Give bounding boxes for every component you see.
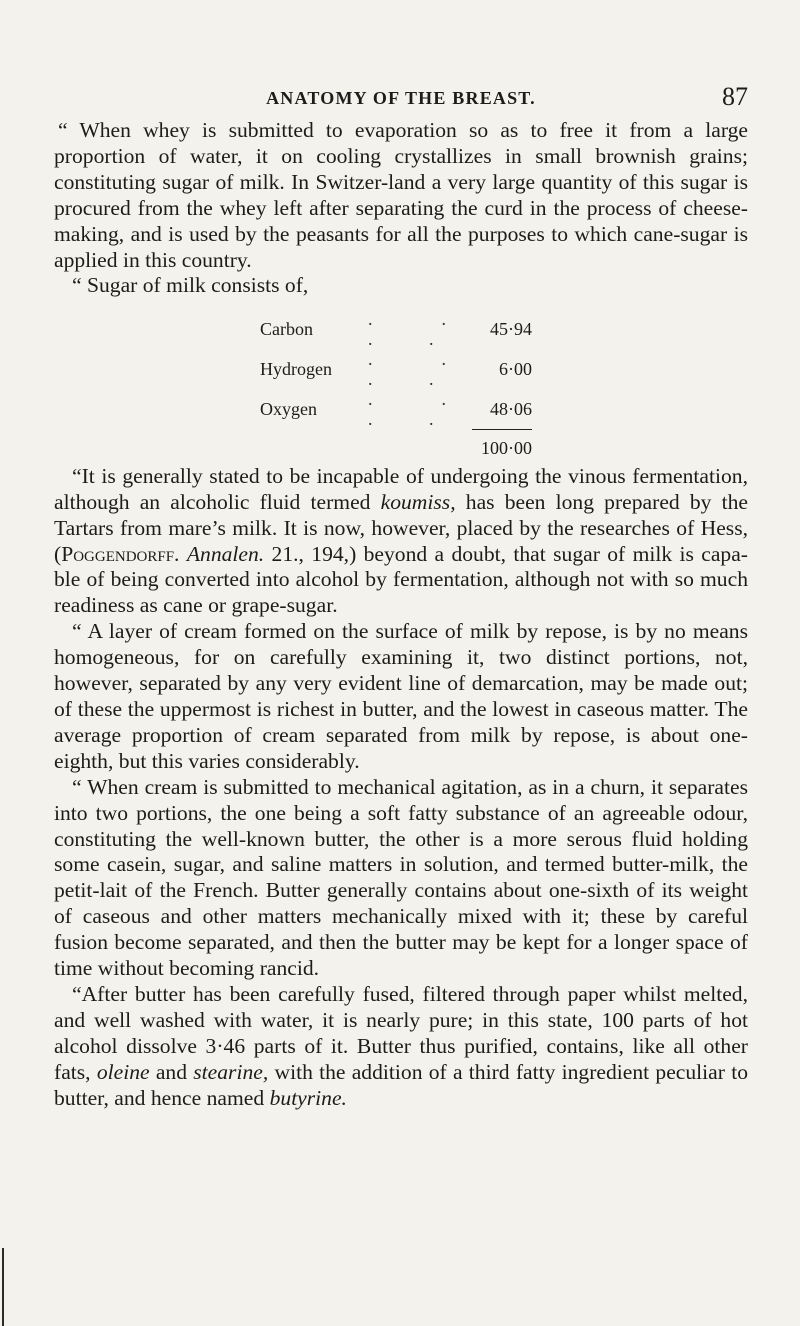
leader-dots: . . . . <box>368 389 472 430</box>
total-row <box>260 429 532 458</box>
annalen-citation: Annalen. <box>186 541 265 566</box>
stearine-term: stearine, <box>193 1059 269 1084</box>
text-span: and <box>149 1059 194 1084</box>
element-name: Carbon <box>260 319 313 340</box>
paragraph-sugar-of-milk: “ When whey is submitted to evaporation so as to free it from a large proportion of water, it on cooling crystallizes in small brownish grains; constituting sugar of milk. In Switzer-land a very large quantity of this sugar is procured from the whey left after separating the curd in the process of cheese-making, and is used by the peasants for all the purposes to which cane-sugar is applied in this country. <box>54 118 748 272</box>
koumiss-term: koumiss, <box>380 489 456 514</box>
element-value: 45·94 <box>490 319 532 340</box>
page-number: 87 <box>722 82 748 111</box>
element-value: 6·00 <box>499 359 532 380</box>
oleine-term: oleine <box>96 1059 150 1084</box>
body-text <box>54 118 748 1112</box>
composition-table <box>260 309 532 458</box>
text-span: 21., 194,) beyond a doubt, that sugar of milk is capa-ble of being converted into alcohol by fermentation, although not with so much readiness as cane or grape-sugar. <box>54 541 748 618</box>
table-row <box>260 309 532 349</box>
text-span: “It is generally stated to be incapable of undergoing the vinous fermentation, although an alcoholic fluid termed <box>54 463 748 514</box>
element-name: Hydrogen <box>260 359 332 380</box>
paragraph-fermentation <box>54 464 748 619</box>
paragraph-cream: “ A layer of cream formed on the surface of milk by repose, is by no means homogeneous, for on carefully examining it, two distinct portions, not, however, separated by any very evident line of demarcation, may be made out; of these the uppermost is richest in butter, and the lowest in caseous matter. The average proportion of cream separated from milk by repose, is about one-eighth, but this varies considerably. <box>54 619 748 773</box>
poggendorff-citation: Poggendorff. <box>61 541 180 566</box>
running-title: ANATOMY OF THE BREAST. <box>266 88 536 108</box>
paragraph-composition-intro: “ Sugar of milk consists of, <box>72 273 309 298</box>
butyrine-term: butyrine. <box>269 1085 347 1110</box>
paragraph-butter <box>54 982 748 1112</box>
table-row <box>260 389 532 429</box>
element-value: 48·06 <box>490 399 532 420</box>
text-span: has been long prepared by the Tartars from mare’s milk. It is now, however, placed by the researches of Hess, ( <box>54 489 748 566</box>
page-header <box>54 82 748 114</box>
text-span: with the addition of a third fatty ingredient peculiar to butter, and hence named <box>54 1059 748 1110</box>
total-value: 100·00 <box>472 429 532 458</box>
text-span: “After butter has been carefully fused, filtered through paper whilst melted, and well washed with water, it is nearly pure; in this state, 100 parts of hot alcohol dissolve 3·46 parts of it. Butter thus purified, contains, like all other fats, <box>54 981 748 1084</box>
table-row <box>260 349 532 389</box>
leader-dots: . . . . <box>368 309 472 350</box>
leader-dots: . . . . <box>368 349 472 390</box>
paragraph-churning: “ When cream is submitted to mechanical agitation, as in a churn, it separates into two portions, the one being a soft fatty substance of an agreeable odour, constituting the well-known butter, the other is a more serous fluid holding some casein, sugar, and saline matters in solution, and termed butter-milk, the petit-lait of the French. Butter generally contains about one-sixth of its weight of caseous and other matters mechanically mixed with it; these by careful fusion become separated, and then the butter may be kept for a longer space of time without becoming rancid. <box>54 774 748 981</box>
element-name: Oxygen <box>260 399 317 420</box>
scan-edge-mark <box>2 1248 4 1326</box>
